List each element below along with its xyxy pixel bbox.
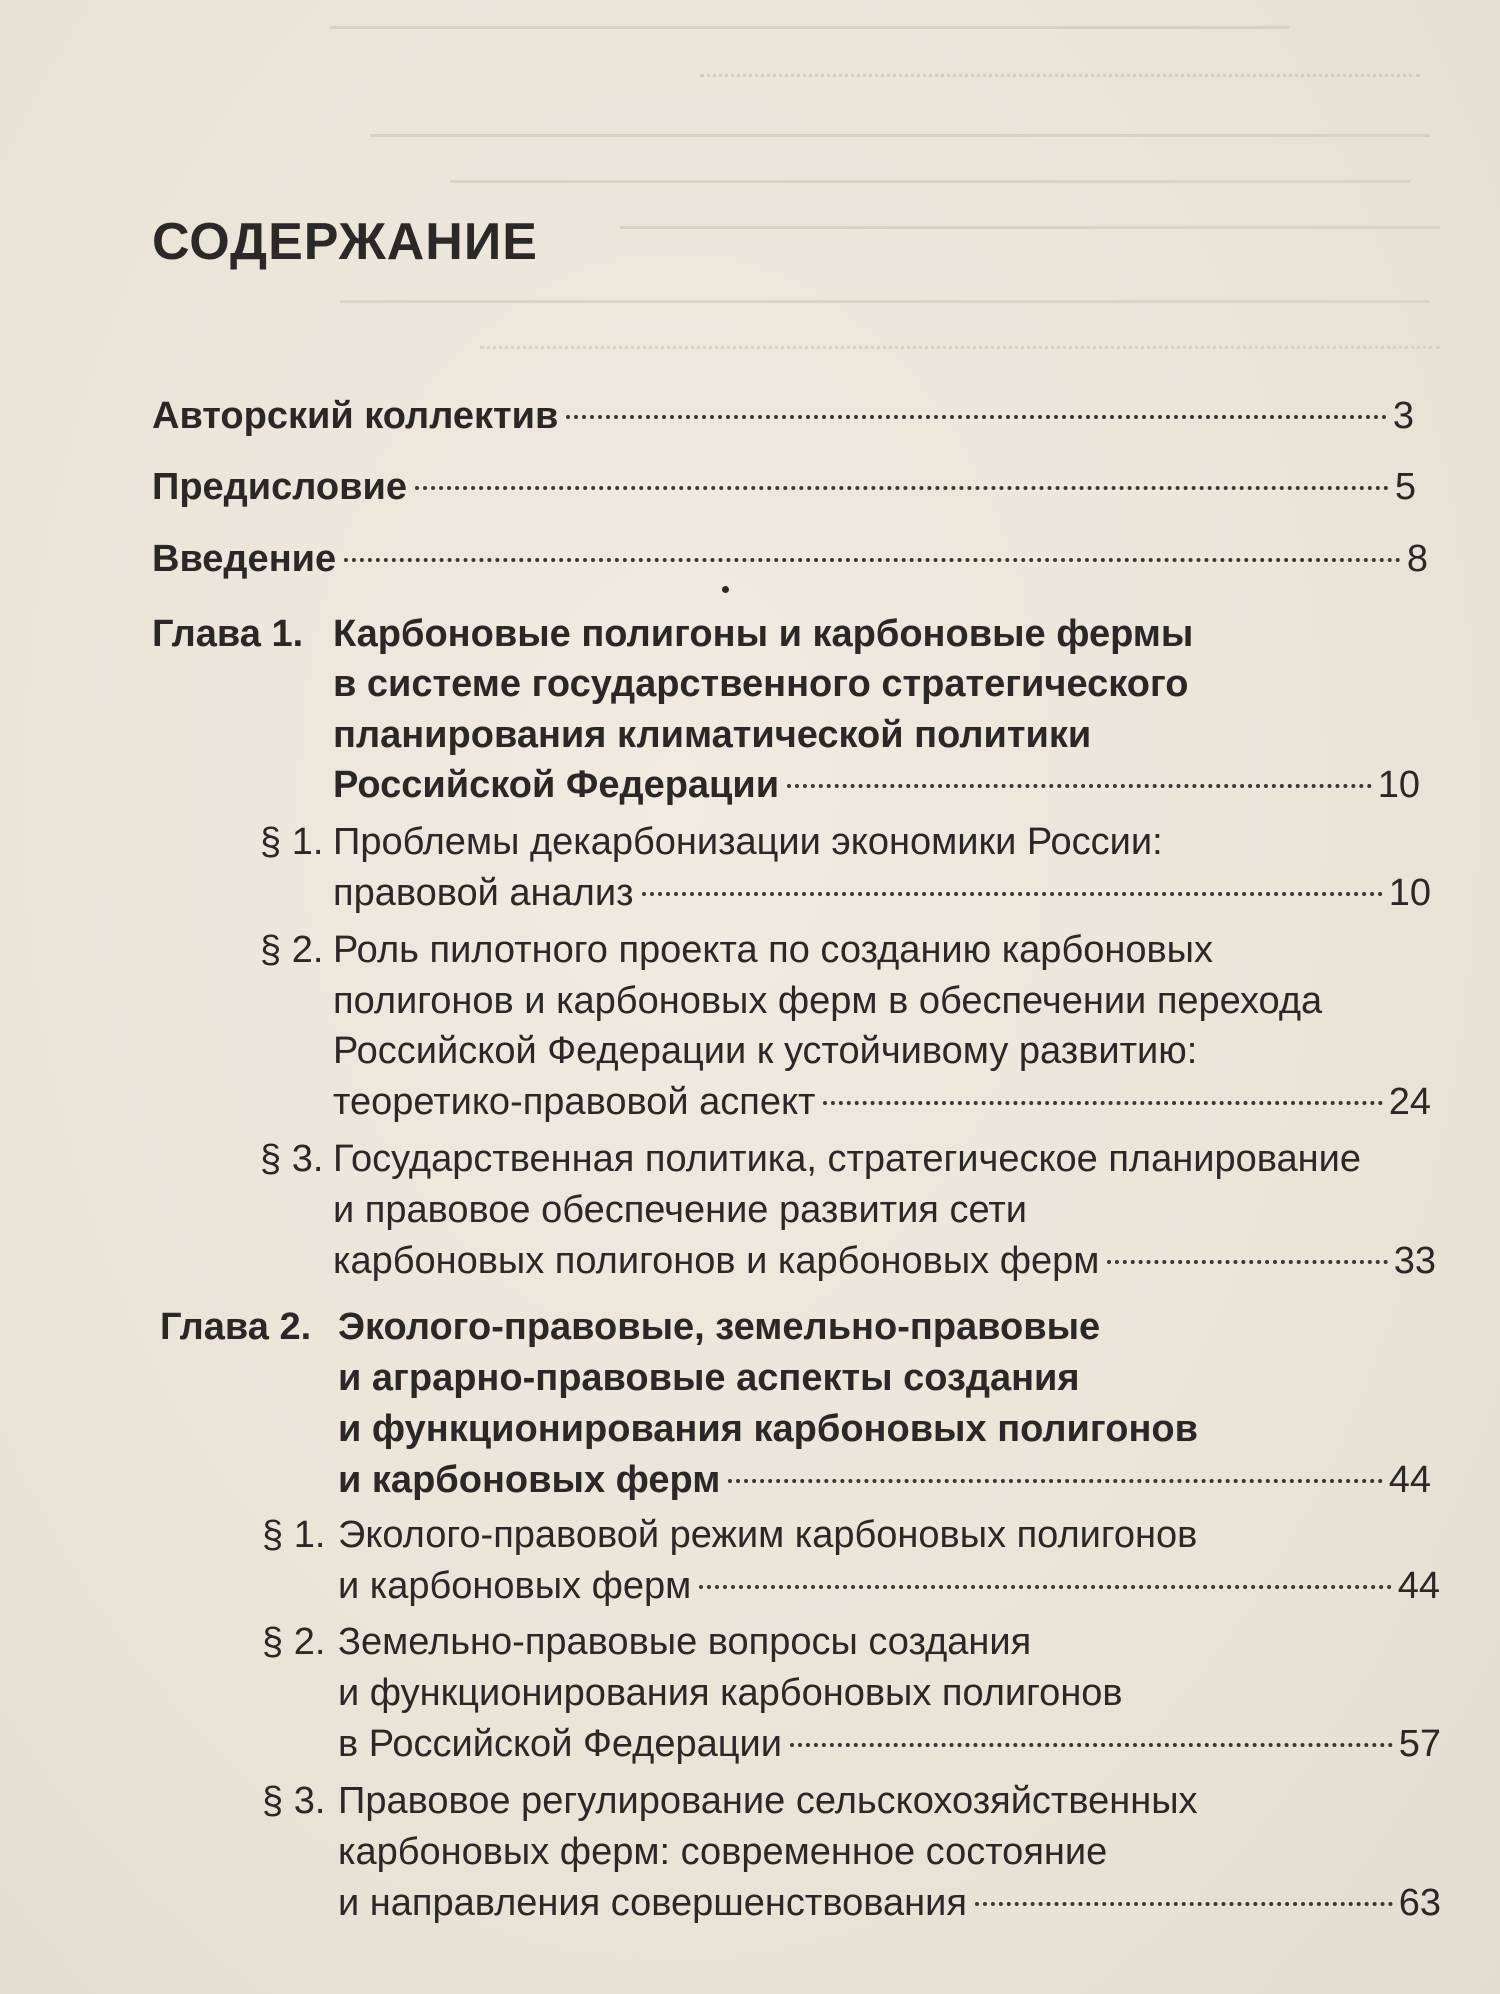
section-title-last-line[interactable] [338,1719,1441,1769]
toc-page-number: 33 [1393,1240,1436,1282]
toc-page-number: 10 [1377,764,1420,806]
section-title-line[interactable]: Проблемы декарбонизации экономики России: [333,821,1163,863]
toc-page-number: 44 [1388,1459,1431,1501]
dot-leader [790,1743,1393,1747]
chapter-title-line[interactable]: Эколого-правовые, земельно-правовые [338,1306,1101,1348]
chapter-title-line[interactable]: и аграрно-правовые аспекты создания [338,1357,1080,1399]
section-title-line[interactable]: полигонов и карбоновых ферм в обеспечении перехода [333,980,1323,1022]
section-title-line: карбоновых полигонов и карбоновых ферм [333,1240,1100,1282]
toc-page-number: 5 [1394,466,1416,508]
section-label: § 2. [260,929,324,971]
chapter-title-line[interactable]: планирования климатической политики [333,714,1092,756]
show-through-line [480,316,1440,349]
dot-leader [344,558,1401,562]
dot-leader [787,784,1372,788]
section-title-line: и направления совершенствования [338,1882,967,1924]
chapter-label: Глава 2. [160,1306,312,1348]
section-label: § 2. [262,1621,326,1663]
dot-leader [1107,1260,1387,1264]
show-through-background [0,0,1500,360]
section-title-last-line[interactable] [338,1561,1440,1611]
chapter-title-line[interactable]: в системе государственного стратегического [333,663,1189,705]
toc-page-number: 8 [1406,538,1428,580]
section-title-line[interactable]: Российской Федерации к устойчивому развитию: [333,1030,1198,1072]
dot-leader [566,415,1387,419]
dot-leader [823,1101,1382,1105]
toc-entry-text: Введение [152,538,337,580]
toc-page-number: 63 [1398,1882,1441,1924]
section-title-line[interactable]: карбоновых ферм: современное состояние [338,1831,1108,1873]
chapter-title-last-line[interactable] [333,760,1420,810]
toc-page-number: 3 [1392,395,1414,437]
chapter-title-line: Российской Федерации [333,764,780,806]
chapter-title-line: и карбоновых ферм [338,1459,721,1501]
section-label: § 3. [262,1780,326,1822]
section-title-last-line[interactable] [333,1236,1436,1286]
section-title-line: правовой анализ [333,872,634,914]
toc-page-number: 10 [1388,872,1431,914]
show-through-line [620,196,1440,229]
show-through-line [340,270,1430,303]
section-title-line: теоретико-правовой аспект [333,1081,816,1123]
chapter-label: Глава 1. [152,613,304,655]
dot-leader [415,486,1389,490]
section-label: § 1. [260,821,324,863]
dot-leader [699,1585,1391,1589]
chapter-title-line[interactable]: Карбоновые полигоны и карбоновые фермы [333,613,1194,655]
section-title-line[interactable]: и функционирования карбоновых полигонов [338,1672,1123,1714]
toc-page-number: 57 [1398,1723,1441,1765]
dot-leader [728,1479,1382,1483]
section-title-line[interactable]: Государственная политика, стратегическое планирование [333,1138,1361,1180]
show-through-line [700,44,1420,77]
chapter-title-line[interactable]: и функционирования карбоновых полигонов [338,1408,1198,1450]
section-title-last-line[interactable] [338,1878,1441,1928]
toc-title: СОДЕРЖАНИЕ [152,213,538,271]
toc-page-number: 24 [1388,1081,1431,1123]
section-label: § 3. [260,1138,324,1180]
toc-entry-authors[interactable] [152,391,1414,441]
show-through-line [370,104,1430,137]
section-title-line: и карбоновых ферм [338,1565,692,1607]
toc-entry-text: Предисловие [152,466,407,508]
section-title-line[interactable]: Земельно-правовые вопросы создания [338,1621,1032,1663]
section-label: § 1. [262,1514,326,1556]
section-title-line[interactable]: и правовое обеспечение развития сети [333,1189,1027,1231]
dot-leader [975,1902,1393,1906]
dot-leader [642,892,1383,896]
show-through-line [450,150,1410,183]
show-through-line [330,0,1290,29]
chapter-title-last-line[interactable] [338,1455,1431,1505]
toc-entry-introduction[interactable] [152,534,1428,584]
section-title-line[interactable]: Правовое регулирование сельскохозяйственных [338,1780,1198,1822]
toc-page-number: 44 [1397,1565,1440,1607]
print-speck [722,586,729,593]
section-title-line: в Российской Федерации [338,1723,782,1765]
toc-entry-preface[interactable] [152,462,1416,512]
toc-entry-text: Авторский коллектив [152,395,559,437]
section-title-last-line[interactable] [333,868,1431,918]
section-title-line[interactable]: Роль пилотного проекта по созданию карбоновых [333,929,1213,971]
section-title-line[interactable]: Эколого-правовой режим карбоновых полигонов [338,1514,1198,1556]
section-title-last-line[interactable] [333,1077,1431,1127]
